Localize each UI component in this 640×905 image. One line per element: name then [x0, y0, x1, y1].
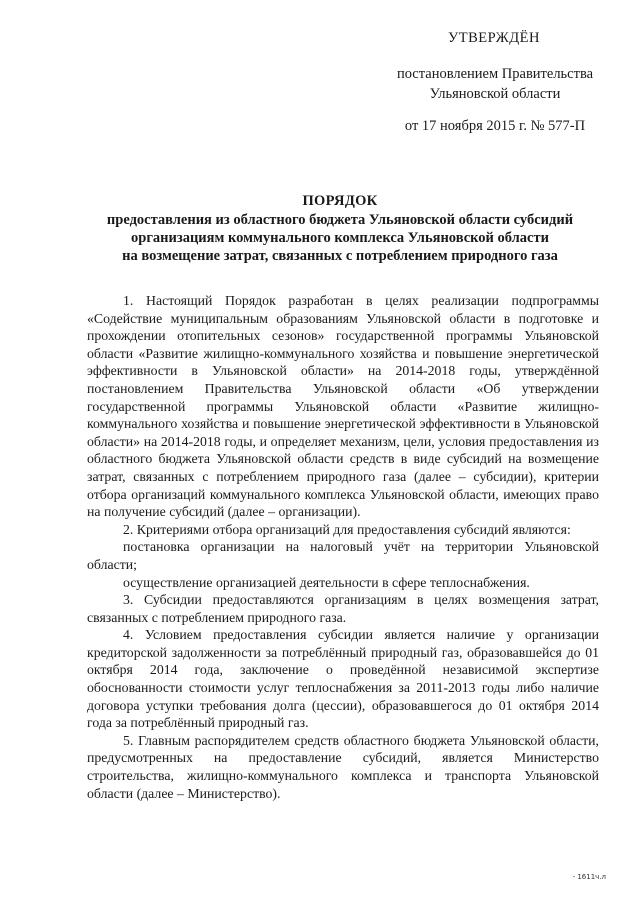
paragraph-3: 3. Субсидии предоставляются организациям в целях возмещения затрат, связанных с потреблением природного газа.: [87, 592, 599, 625]
footer-code: - 1611ч.л: [572, 873, 606, 881]
approval-title: УТВЕРЖДЁН: [448, 30, 540, 46]
approval-line-1: постановлением Правительства: [396, 66, 594, 82]
paragraph-2: 2. Критериями отбора организаций для предоставления субсидий являются:: [123, 521, 571, 537]
paragraph-2-item-2: осуществление организацией деятельности в сфере теплоснабжения.: [123, 574, 530, 590]
document-title: ПОРЯДОК: [302, 193, 378, 209]
document-body: [87, 292, 599, 802]
approval-line-2: Ульяновской области: [429, 86, 561, 102]
document-heading: [60, 192, 620, 265]
approval-stamp: [380, 28, 610, 136]
paragraph-4: 4. Условием предоставления субсидии является наличие у организации кредиторской задолженности за потреблённый природный газ, образовавшейся до 01 октября 2014 года, заключение о проведённой независимой экспертизе обоснованности стоимости услуг теплоснабжения за 2011-2013 годы либо наличие договора уступки требования долга (цессии), образовавшегося до 01 октября 2014 года за потреблённый природный газ.: [87, 627, 599, 731]
paragraph-5: 5. Главным распорядителем средств областного бюджета Ульяновской области, предусмотренных на предоставление субсидий, является Министерство строительства, жилищно-коммунального комплекса и транспорта Ульяновской области (далее – Министерство).: [87, 732, 599, 801]
paragraph-2-item-1: постановка организации на налоговый учёт на территории Ульяновской области;: [87, 539, 599, 572]
document-subtitle-line-3: на возмещение затрат, связанных с потреблением природного газа: [122, 248, 558, 264]
document-subtitle-line-2: организациям коммунального комплекса Ульяновской области: [131, 230, 549, 246]
paragraph-1: 1. Настоящий Порядок разработан в целях реализации подпрограммы «Содействие муниципальным образованиям Ульяновской области в подготовке и прохождении отопительных сезонов» государственной программы Ульяновской области «Развитие жилищно-коммунального хозяйства и повышение энергетической эффективности в Ульяновской области» на 2014-2018 годы, утверждённой постановлением Правительства Ульяновской области «Об утверждении государственной программы Ульяновской области «Развитие жилищно-коммунального хозяйства и повышение энергетической эффективности в Ульяновской области» на 2014-2018 годы, и определяет механизм, цели, условия предоставления из областного бюджета Ульяновской области средств в виде субсидий на возмещение затрат, связанных с потреблением природного газа (далее – субсидии), критерии отбора организаций коммунального комплекса Ульяновской области, имеющих право на получение субсидий (далее – организации).: [87, 293, 599, 520]
document-subtitle-line-1: предоставления из областного бюджета Ульяновской области субсидий: [106, 212, 574, 228]
approval-date: от 17 ноября 2015 г. № 577-П: [404, 118, 586, 134]
